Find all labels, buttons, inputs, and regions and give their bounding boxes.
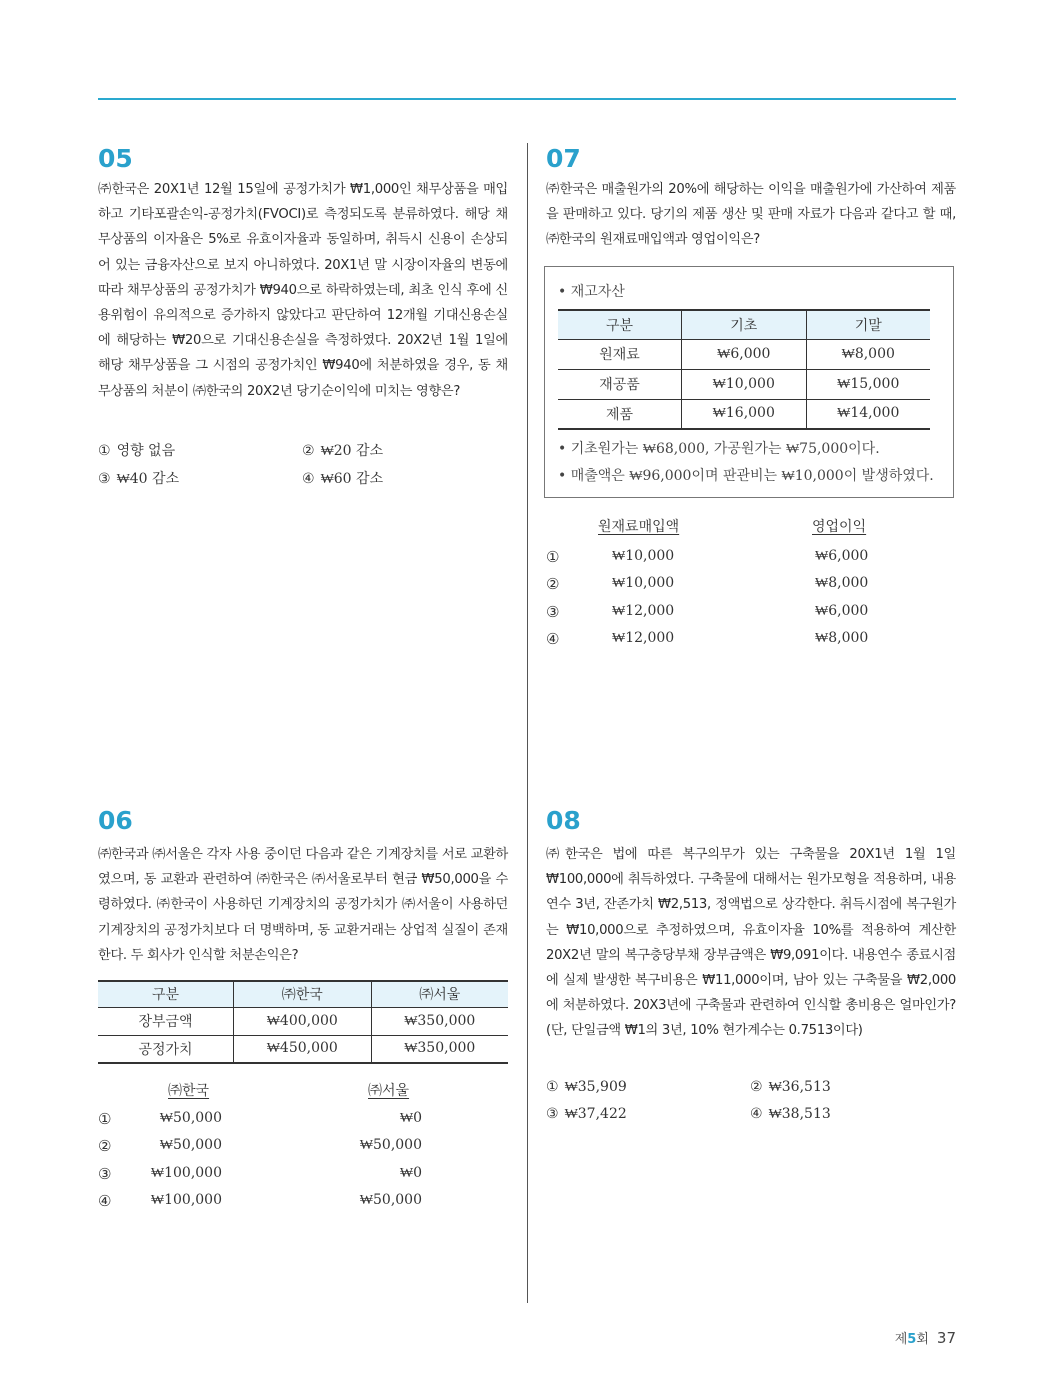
table-cell: ₩350,000 xyxy=(404,1040,476,1057)
inventory-header: 기말 xyxy=(806,310,930,339)
answer-header-profit: 영업이익 xyxy=(812,519,867,535)
option-text: ₩38,513 xyxy=(768,1106,831,1122)
q05-option-2[interactable] xyxy=(302,440,383,460)
option-mark: ② xyxy=(750,1079,763,1095)
box-title: • 재고자산 xyxy=(558,284,625,300)
option-mark: ③ xyxy=(98,1165,112,1183)
option-mark: ④ xyxy=(546,630,560,648)
question-number-06: 06 xyxy=(98,806,133,835)
table-cell: ₩6,000 xyxy=(682,339,806,369)
q05-option-3[interactable] xyxy=(98,468,179,488)
option-mark: ① xyxy=(546,548,560,566)
answer-value: ₩10,000 xyxy=(612,575,675,591)
answer-header-seoul: ㈜서울 xyxy=(368,1083,410,1099)
table-cell: 장부금액 xyxy=(98,1007,234,1035)
q05-option-1[interactable] xyxy=(98,440,175,460)
option-text: ₩40 감소 xyxy=(116,471,180,487)
answer-value: ₩8,000 xyxy=(815,575,869,591)
table-row xyxy=(558,339,930,369)
table-cell: ₩14,000 xyxy=(837,405,900,422)
option-mark: ② xyxy=(546,575,560,593)
option-mark: ① xyxy=(98,443,111,459)
option-mark: ② xyxy=(302,443,315,459)
table-row xyxy=(98,1007,508,1035)
table-cell: 재공품 xyxy=(558,369,682,399)
inventory-header: 구분 xyxy=(558,310,682,339)
q08-option-2[interactable] xyxy=(750,1079,831,1096)
answer-value: ₩12,000 xyxy=(612,603,675,619)
table-cell: ₩400,000 xyxy=(234,1007,371,1035)
table-cell: ₩15,000 xyxy=(837,375,900,392)
answer-value: ₩0 xyxy=(399,1165,422,1181)
option-mark: ④ xyxy=(302,471,315,487)
box-note-1: • 기초원가는 ₩68,000, 가공원가는 ₩75,000이다. xyxy=(558,441,880,457)
q08-option-1[interactable] xyxy=(546,1079,627,1096)
option-mark: ④ xyxy=(98,1192,112,1210)
question-number-07: 07 xyxy=(546,144,581,173)
option-mark: ② xyxy=(98,1137,112,1155)
machinery-header: 구분 xyxy=(98,981,234,1007)
table-cell: 제품 xyxy=(558,399,682,429)
inventory-table xyxy=(558,309,930,430)
page-number: 37 xyxy=(936,1329,956,1347)
table-cell: ₩10,000 xyxy=(682,369,806,399)
answer-value: ₩0 xyxy=(399,1110,422,1126)
option-text: ₩37,422 xyxy=(564,1106,627,1122)
answer-value: ₩100,000 xyxy=(150,1192,222,1208)
question-08-text: ㈜한국은 법에 따른 복구의무가 있는 구축물을 20X1년 1월 1일 ₩100,000에 취득하였다. 구축물에 대해서는 원가모형을 적용하며, 내용연수 3년, 잔존가치 ₩2,513, 정액법으로 상각한다. 취득시점에 복구원가는 ₩10,000으로 추정하였으며, 유효이자율 10%를 적용하여 계산한 20X2년 말의 복구충당부채 장부금액은 ₩9,091이다. 내용연수 종료시점에 실제 발생한 복구비용은 ₩11,000이며, 남아 있는 구축물을 ₩2,000에 처분하였다. 20X3년에 구축물과 관련하여 인식할 총비용은 얼마인가? (단, 단일금액 ₩1의 3년, 10% 현가계수는 0.7513이다) xyxy=(546,847,956,1039)
answer-header-material: 원재료매입액 xyxy=(598,519,680,535)
table-row xyxy=(558,399,930,429)
question-number-05: 05 xyxy=(98,144,133,173)
option-mark: ③ xyxy=(546,603,560,621)
option-text: 영향 없음 xyxy=(116,443,176,459)
round-number: 5 xyxy=(907,1332,917,1347)
table-cell: ₩8,000 xyxy=(841,345,895,362)
q08-option-4[interactable] xyxy=(750,1106,831,1123)
option-mark: ① xyxy=(546,1079,559,1095)
option-mark: ① xyxy=(98,1110,112,1128)
round-label xyxy=(895,1332,929,1347)
answer-value: ₩50,000 xyxy=(159,1110,222,1126)
option-mark: ③ xyxy=(546,1106,559,1122)
answer-header-hanguk: ㈜한국 xyxy=(168,1083,210,1099)
table-row xyxy=(558,369,930,399)
header-rule xyxy=(98,98,956,100)
answer-value: ₩8,000 xyxy=(815,630,869,646)
option-text: ₩60 감소 xyxy=(320,471,384,487)
answer-value: ₩6,000 xyxy=(815,548,869,564)
answer-value: ₩12,000 xyxy=(612,630,675,646)
table-cell: 공정가치 xyxy=(98,1035,234,1063)
answer-value: ₩50,000 xyxy=(359,1192,422,1208)
answer-value: ₩6,000 xyxy=(815,603,869,619)
q08-option-3[interactable] xyxy=(546,1106,627,1123)
inventory-header: 기초 xyxy=(682,310,806,339)
answer-value: ₩10,000 xyxy=(612,548,675,564)
answer-value: ₩100,000 xyxy=(150,1165,222,1181)
question-05-text: ㈜한국은 20X1년 12월 15일에 공정가치가 ₩1,000인 채무상품을 매입하고 기타포괄손익-공정가치(FVOCI)로 측정되도록 분류하였다. 해당 채무상품의 이자율은 5%로 유효이자율과 동일하며, 취득시 신용이 손상되어 있는 금융자산으로 보지 아니하였다. 20X1년 말 시장이자율의 변동에 따라 채무상품의 공정가치가 ₩940으로 하락하였는데, 최초 인식 후에 신용위험이 유의적으로 증가하지 않았다고 판단하여 12개월 기대신용손실에 해당하는 ₩20으로 기대신용손실을 측정하였다. 20X2년 1월 1일에 해당 채무상품을 그 시점의 공정가치인 ₩940에 처분하였을 경우, 동 채무상품의 처분이 ㈜한국의 20X2년 당기순이익에 미치는 영향은? xyxy=(98,182,508,399)
column-divider xyxy=(527,143,528,1303)
option-text: ₩20 감소 xyxy=(320,443,384,459)
table-cell: 원재료 xyxy=(558,339,682,369)
machinery-header: ㈜서울 xyxy=(371,981,508,1007)
round-prefix: 제 xyxy=(894,1332,908,1347)
machinery-table xyxy=(98,980,508,1064)
table-cell: ₩450,000 xyxy=(234,1035,371,1063)
table-cell: ₩16,000 xyxy=(682,399,806,429)
page-footer xyxy=(895,1328,956,1347)
answer-value: ₩50,000 xyxy=(159,1137,222,1153)
q05-option-4[interactable] xyxy=(302,468,383,488)
table-cell: ₩350,000 xyxy=(404,1012,476,1029)
answer-value: ₩50,000 xyxy=(359,1137,422,1153)
option-text: ₩35,909 xyxy=(564,1079,627,1095)
machinery-header: ㈜한국 xyxy=(234,981,371,1007)
question-06-text: ㈜한국과 ㈜서울은 각자 사용 중이던 다음과 같은 기계장치를 서로 교환하였으며, 동 교환과 관련하여 ㈜한국은 ㈜서울로부터 현금 ₩50,000을 수령하였다. ㈜한국이 사용하던 기계장치의 공정가치가 ㈜서울이 사용하던 기계장치의 공정가치보다 더 명백하며, 동 교환거래는 상업적 실질이 존재한다. 두 회사가 인식할 처분손익은? xyxy=(98,847,508,963)
table-row xyxy=(98,1035,508,1063)
question-number-08: 08 xyxy=(546,806,581,835)
round-suffix: 회 xyxy=(916,1332,929,1347)
option-mark: ④ xyxy=(750,1106,763,1122)
option-mark: ③ xyxy=(98,471,111,487)
option-text: ₩36,513 xyxy=(768,1079,831,1095)
box-note-2: • 매출액은 ₩96,000이며 판관비는 ₩10,000이 발생하였다. xyxy=(558,468,934,484)
question-07-text: ㈜한국은 매출원가의 20%에 해당하는 이익을 매출원가에 가산하여 제품을 판매하고 있다. 당기의 제품 생산 및 판매 자료가 다음과 같다고 할 때, ㈜한국의 원재료매입액과 영업이익은? xyxy=(546,182,956,248)
